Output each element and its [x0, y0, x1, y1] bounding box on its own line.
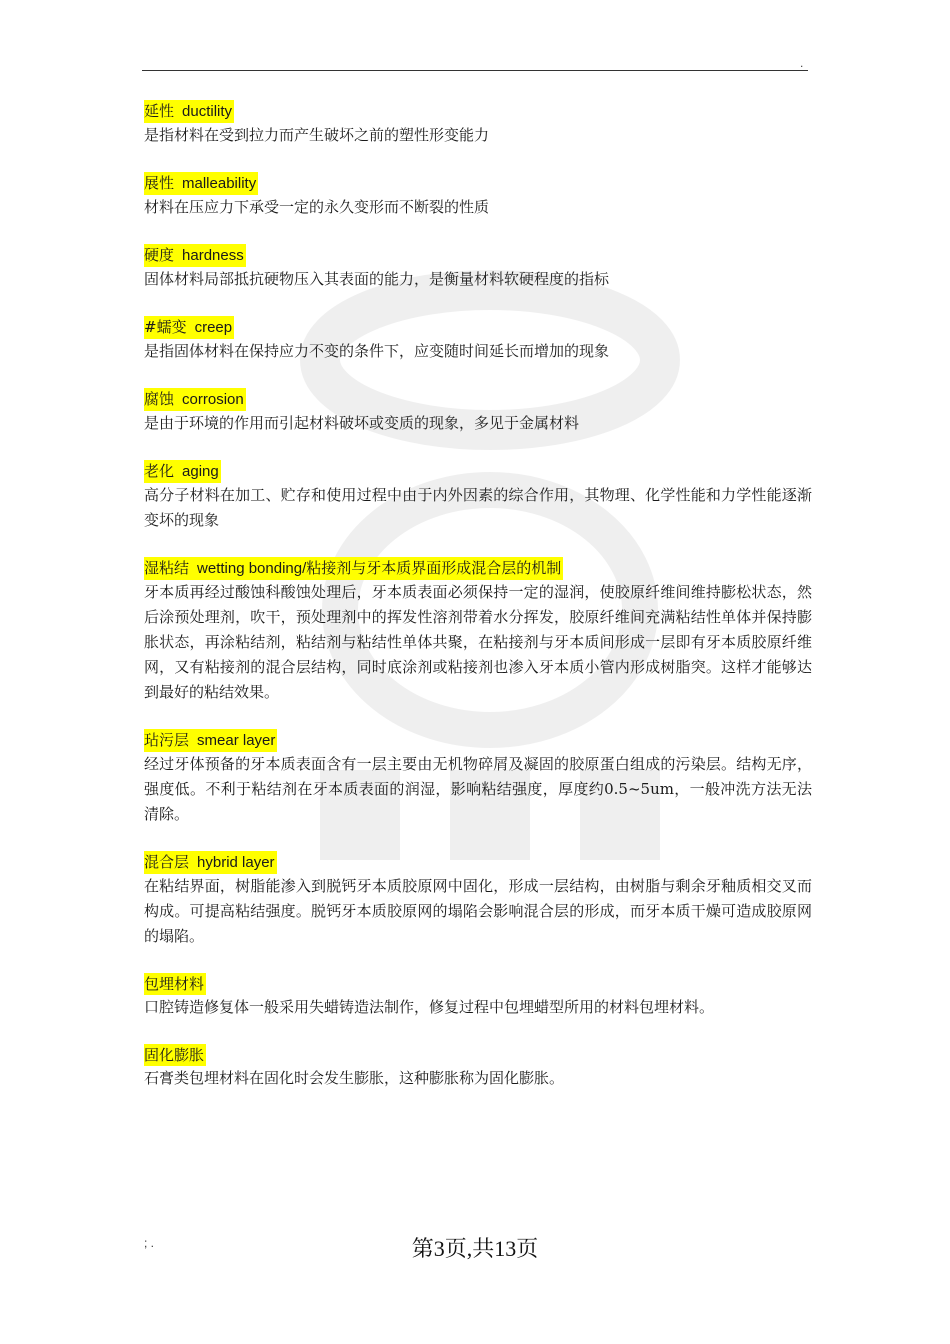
term-en: aging: [182, 463, 219, 480]
term-zh: 延性: [144, 102, 175, 120]
term-definition: 是指固体材料在保持应力不变的条件下，应变随时间延长而增加的现象: [144, 342, 610, 360]
term-definition: 是指材料在受到拉力而产生破坏之前的塑性形变能力: [144, 126, 490, 144]
glossary-entry: [144, 729, 812, 827]
glossary-entry: [144, 1044, 812, 1091]
term-zh: 包埋材料: [144, 975, 205, 993]
term-en: wetting bonding/粘接剂与牙本质界面形成混合层的机制: [197, 560, 562, 577]
glossary-entry: [144, 973, 812, 1020]
header-rule: [142, 70, 808, 71]
term-definition: 是由于环境的作用而引起材料破坏或变质的现象，多见于金属材料: [144, 414, 580, 432]
term-en: corrosion: [182, 391, 244, 408]
glossary-entry: [144, 388, 812, 436]
term-en: malleability: [182, 175, 257, 192]
footer-mark: ; .: [144, 1236, 155, 1250]
term-zh: 混合层: [144, 853, 190, 871]
term-definition: 材料在压应力下承受一定的永久变形而不断裂的性质: [144, 198, 490, 216]
glossary-entry: [144, 100, 812, 148]
term-en: hardness: [182, 247, 244, 264]
term-en: creep: [194, 319, 233, 336]
glossary-entry: [144, 316, 812, 364]
term-zh: 玷污层: [144, 731, 190, 749]
term-definition: 高分子材料在加工、贮存和使用过程中由于内外因素的综合作用，其物理、化学性能和力学性能逐渐变坏的现象: [144, 486, 812, 529]
term-zh: 腐蚀: [144, 390, 175, 408]
header-dot: .: [800, 56, 804, 70]
term-definition: 在粘结界面，树脂能渗入到脱钙牙本质胶原网中固化，形成一层结构，由树脂与剩余牙釉质相交叉而构成。可提高粘结强度。脱钙牙本质胶原网的塌陷会影响混合层的形成，而牙本质干燥可造成胶原网的塌陷。: [144, 877, 812, 945]
term-zh: 湿粘结: [144, 559, 190, 577]
term-heading: [144, 244, 246, 267]
glossary-entry: [144, 460, 812, 533]
term-heading: [144, 316, 234, 339]
term-zh: 固化膨胀: [144, 1046, 205, 1064]
term-heading: [144, 460, 221, 483]
term-heading: [144, 973, 206, 995]
term-definition: 石膏类包埋材料在固化时会发生膨胀，这种膨胀称为固化膨胀。: [144, 1069, 565, 1087]
term-heading: [144, 100, 234, 123]
term-definition: 经过牙体预备的牙本质表面含有一层主要由无机物碎屑及凝固的胶原蛋白组成的污染层。结构无序，强度低。不利于粘结剂在牙本质表面的润湿，影响粘结强度，厚度约0.5~5um，一般冲洗方法无法清除。: [144, 755, 812, 823]
glossary-entry: [144, 244, 812, 292]
term-heading: [144, 1044, 206, 1066]
glossary-entry: [144, 172, 812, 220]
term-zh: #蠕变: [144, 318, 187, 336]
term-heading: [144, 388, 246, 411]
glossary-entry: [144, 851, 812, 949]
term-heading: [144, 557, 563, 580]
term-heading: [144, 172, 258, 195]
term-heading: [144, 729, 277, 752]
term-zh: 老化: [144, 462, 175, 480]
term-definition: 牙本质再经过酸蚀科酸蚀处理后，牙本质表面必须保持一定的湿润，使胶原纤维间维持膨松状态，然后涂预处理剂，吹干，预处理剂中的挥发性溶剂带着水分挥发，胶原纤维间充满粘结性单体并保持膨胀状态，再涂粘结剂，粘结剂与粘结性单体共聚，在粘接剂与牙本质间形成一层即有牙本质胶原纤维网，又有粘接剂的混合层结构，同时底涂剂或粘接剂也渗入牙本质小管内形成树脂突。这样才能够达到最好的粘结效果。: [144, 583, 812, 701]
term-heading: [144, 851, 277, 874]
term-en: ductility: [182, 103, 233, 120]
term-en: smear layer: [197, 732, 276, 749]
page-number: 第3页,共13页: [411, 1236, 539, 1261]
term-zh: 硬度: [144, 246, 175, 264]
term-definition: 口腔铸造修复体一般采用失蜡铸造法制作，修复过程中包埋蜡型所用的材料包埋材料。: [144, 998, 715, 1016]
term-zh: 展性: [144, 174, 175, 192]
glossary-entry: [144, 557, 812, 705]
term-en: hybrid layer: [197, 854, 275, 871]
glossary-content: [144, 100, 812, 1115]
term-definition: 固体材料局部抵抗硬物压入其表面的能力，是衡量材料软硬程度的指标: [144, 270, 610, 288]
